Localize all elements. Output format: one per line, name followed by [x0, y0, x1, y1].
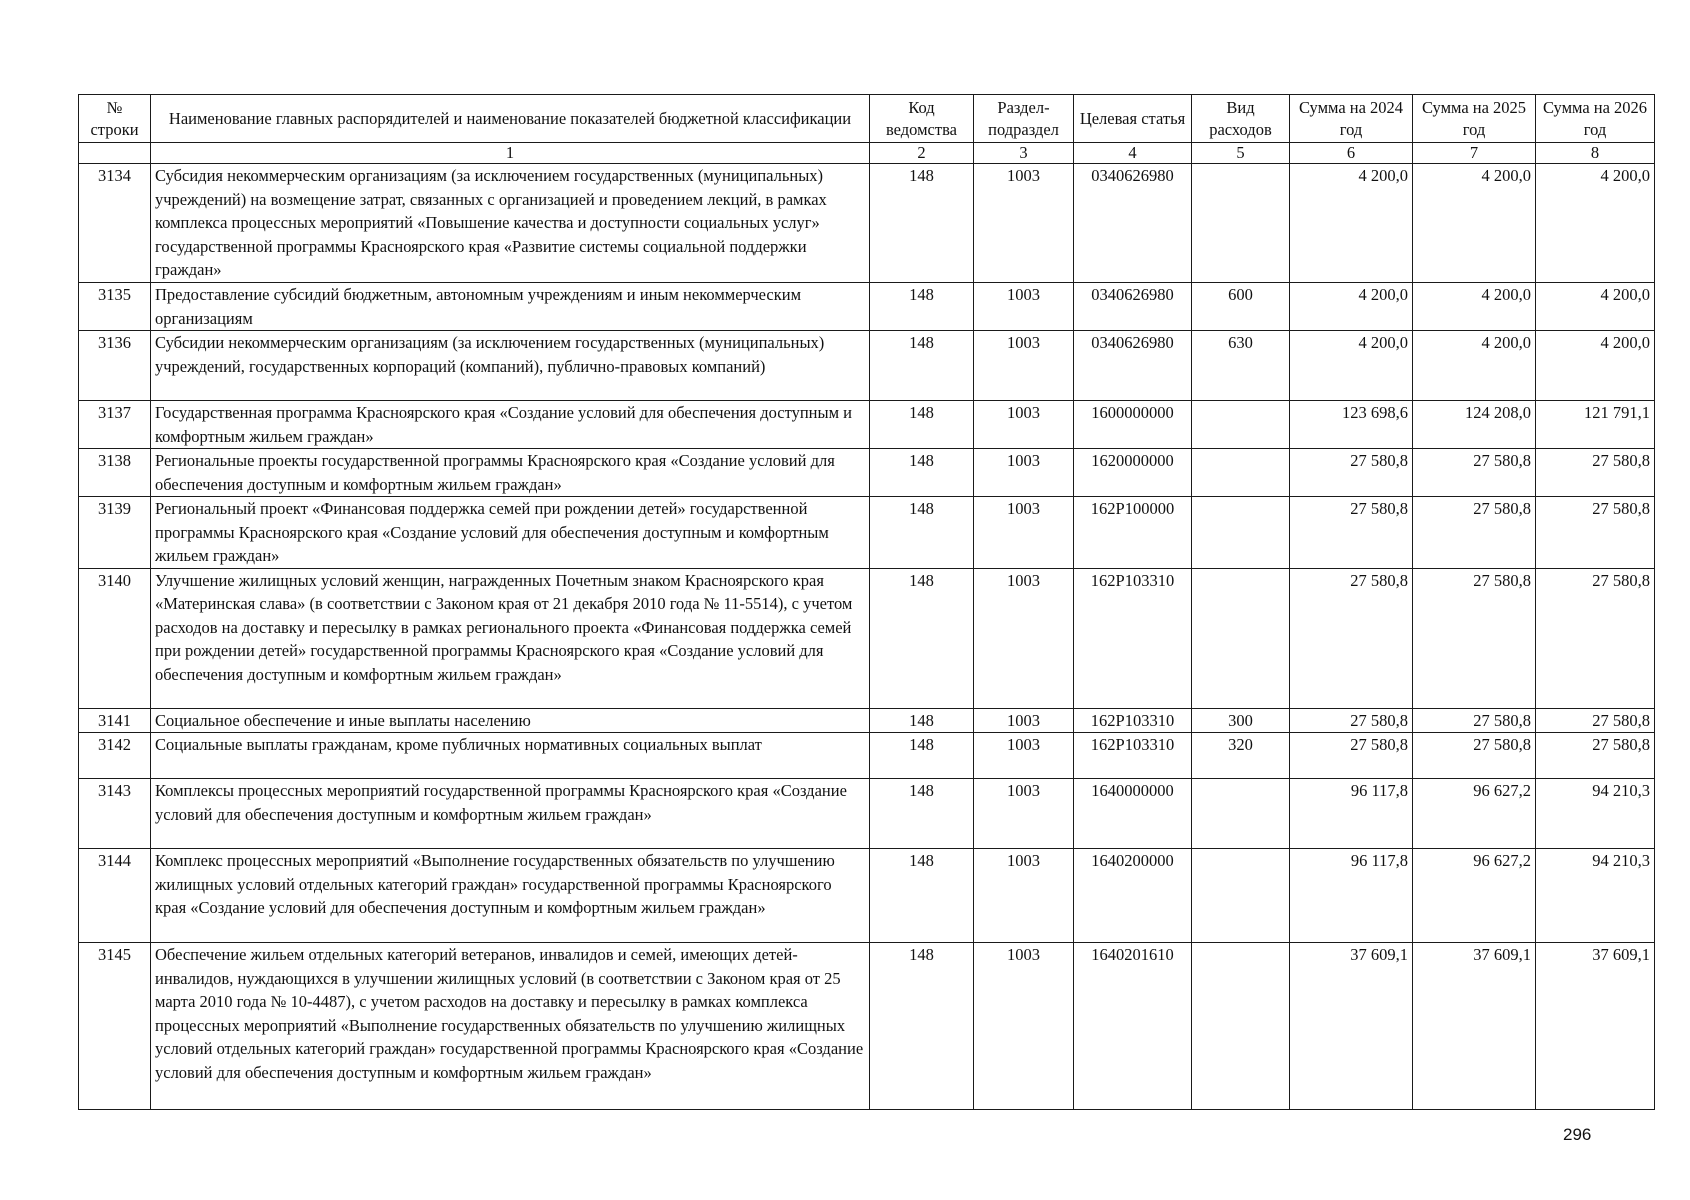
- row-section: 1003: [974, 449, 1074, 497]
- row-sum-2026: 27 580,8: [1536, 449, 1655, 497]
- row-expense-type: 320: [1192, 733, 1290, 779]
- row-sum-2026: 37 609,1: [1536, 943, 1655, 1110]
- row-expense-type: [1192, 943, 1290, 1110]
- row-sum-2025: 4 200,0: [1413, 283, 1536, 331]
- row-number: 3137: [79, 401, 151, 449]
- row-expense-type: [1192, 449, 1290, 497]
- column-number: 8: [1536, 143, 1655, 164]
- row-dept-code: 148: [870, 449, 974, 497]
- table-row: [79, 568, 1655, 708]
- row-sum-2025: 4 200,0: [1413, 331, 1536, 401]
- row-sum-2024: 27 580,8: [1290, 449, 1413, 497]
- row-number: 3140: [79, 568, 151, 708]
- table-row: [79, 283, 1655, 331]
- row-sum-2024: 4 200,0: [1290, 283, 1413, 331]
- header-target-article: Целевая статья: [1074, 95, 1192, 143]
- row-sum-2024: 27 580,8: [1290, 733, 1413, 779]
- row-target-article: 162P103310: [1074, 568, 1192, 708]
- header-sum-2024: Сумма на 2024 год: [1290, 95, 1413, 143]
- table-row: [79, 779, 1655, 849]
- row-target-article: 0340626980: [1074, 283, 1192, 331]
- row-sum-2026: 94 210,3: [1536, 849, 1655, 943]
- row-number: 3144: [79, 849, 151, 943]
- row-number: 3145: [79, 943, 151, 1110]
- row-expense-type: [1192, 401, 1290, 449]
- column-number: 1: [151, 143, 870, 164]
- row-sum-2025: 27 580,8: [1413, 568, 1536, 708]
- column-number: 3: [974, 143, 1074, 164]
- row-name: Социальное обеспечение и иные выплаты населению: [151, 708, 870, 733]
- row-expense-type: [1192, 849, 1290, 943]
- column-number: 4: [1074, 143, 1192, 164]
- row-sum-2025: 27 580,8: [1413, 497, 1536, 569]
- row-expense-type: 600: [1192, 283, 1290, 331]
- table-row: [79, 943, 1655, 1110]
- row-number: 3136: [79, 331, 151, 401]
- row-dept-code: 148: [870, 497, 974, 569]
- column-number: 2: [870, 143, 974, 164]
- row-section: 1003: [974, 568, 1074, 708]
- row-sum-2025: 96 627,2: [1413, 849, 1536, 943]
- row-target-article: 162P103310: [1074, 708, 1192, 733]
- row-dept-code: 148: [870, 283, 974, 331]
- row-sum-2026: 4 200,0: [1536, 283, 1655, 331]
- row-name: Улучшение жилищных условий женщин, награжденных Почетным знаком Красноярского края «Материнская слава» (в соответствии с Законом края от 21 декабря 2010 года № 11-5514), с учетом расходов на доставку и пересылку в рамках регионального проекта «Финансовая поддержка семей при рождении детей» государственной программы Красноярского края «Создание условий для обеспечения доступным и комфортным жильем граждан»: [151, 568, 870, 708]
- row-sum-2025: 37 609,1: [1413, 943, 1536, 1110]
- column-number: 6: [1290, 143, 1413, 164]
- row-section: 1003: [974, 401, 1074, 449]
- row-name: Социальные выплаты гражданам, кроме публичных нормативных социальных выплат: [151, 733, 870, 779]
- row-dept-code: 148: [870, 164, 974, 283]
- row-sum-2024: 4 200,0: [1290, 164, 1413, 283]
- row-number: 3143: [79, 779, 151, 849]
- row-dept-code: 148: [870, 708, 974, 733]
- row-sum-2024: 27 580,8: [1290, 568, 1413, 708]
- row-sum-2024: 4 200,0: [1290, 331, 1413, 401]
- row-name: Комплексы процессных мероприятий государственной программы Красноярского края «Создание условий для обеспечения доступным и комфортным жильем граждан»: [151, 779, 870, 849]
- row-section: 1003: [974, 708, 1074, 733]
- header-section: Раздел-подраздел: [974, 95, 1074, 143]
- table-row: [79, 849, 1655, 943]
- row-name: Региональный проект «Финансовая поддержка семей при рождении детей» государственной программы Красноярского края «Создание условий для обеспечения доступным и комфортным жильем граждан»: [151, 497, 870, 569]
- row-target-article: 162P100000: [1074, 497, 1192, 569]
- row-target-article: 1640200000: [1074, 849, 1192, 943]
- row-number: 3142: [79, 733, 151, 779]
- header-dept-code: Код ведомства: [870, 95, 974, 143]
- row-section: 1003: [974, 331, 1074, 401]
- row-section: 1003: [974, 943, 1074, 1110]
- row-sum-2024: 96 117,8: [1290, 779, 1413, 849]
- table-row: [79, 401, 1655, 449]
- row-section: 1003: [974, 164, 1074, 283]
- column-number: [79, 143, 151, 164]
- row-number: 3141: [79, 708, 151, 733]
- row-section: 1003: [974, 733, 1074, 779]
- row-sum-2026: 27 580,8: [1536, 733, 1655, 779]
- row-dept-code: 148: [870, 568, 974, 708]
- column-number: 5: [1192, 143, 1290, 164]
- row-name: Субсидии некоммерческим организациям (за исключением государственных (муниципальных) учреждений, государственных корпораций (компаний), публично-правовых компаний): [151, 331, 870, 401]
- row-target-article: 162P103310: [1074, 733, 1192, 779]
- header-row: [79, 95, 1655, 143]
- header-name: Наименование главных распорядителей и наименование показателей бюджетной классификации: [151, 95, 870, 143]
- row-sum-2024: 27 580,8: [1290, 497, 1413, 569]
- row-sum-2025: 27 580,8: [1413, 733, 1536, 779]
- row-sum-2026: 27 580,8: [1536, 497, 1655, 569]
- row-sum-2024: 96 117,8: [1290, 849, 1413, 943]
- row-name: Субсидия некоммерческим организациям (за исключением государственных (муниципальных) учреждений) на возмещение затрат, связанных с организацией и проведением лекций, в рамках комплекса процессных мероприятий «Повышение качества и доступности социальных услуг» государственной программы Красноярского края «Развитие системы социальной поддержки граждан»: [151, 164, 870, 283]
- row-section: 1003: [974, 497, 1074, 569]
- row-sum-2026: 4 200,0: [1536, 331, 1655, 401]
- row-section: 1003: [974, 849, 1074, 943]
- row-sum-2025: 96 627,2: [1413, 779, 1536, 849]
- row-target-article: 1640201610: [1074, 943, 1192, 1110]
- row-dept-code: 148: [870, 943, 974, 1110]
- row-number: 3139: [79, 497, 151, 569]
- row-target-article: 1640000000: [1074, 779, 1192, 849]
- row-expense-type: 300: [1192, 708, 1290, 733]
- row-number: 3135: [79, 283, 151, 331]
- row-expense-type: [1192, 568, 1290, 708]
- budget-table: [78, 94, 1655, 1110]
- row-sum-2025: 124 208,0: [1413, 401, 1536, 449]
- row-sum-2025: 27 580,8: [1413, 708, 1536, 733]
- row-target-article: 1620000000: [1074, 449, 1192, 497]
- header-sum-2025: Сумма на 2025 год: [1413, 95, 1536, 143]
- header-sum-2026: Сумма на 2026 год: [1536, 95, 1655, 143]
- row-sum-2024: 27 580,8: [1290, 708, 1413, 733]
- page-number: 296: [1563, 1125, 1592, 1144]
- row-name: Государственная программа Красноярского края «Создание условий для обеспечения доступным и комфортным жильем граждан»: [151, 401, 870, 449]
- row-dept-code: 148: [870, 849, 974, 943]
- table-row: [79, 449, 1655, 497]
- row-name: Предоставление субсидий бюджетным, автономным учреждениям и иным некоммерческим организациям: [151, 283, 870, 331]
- row-expense-type: [1192, 497, 1290, 569]
- row-section: 1003: [974, 283, 1074, 331]
- row-dept-code: 148: [870, 401, 974, 449]
- row-name: Региональные проекты государственной программы Красноярского края «Создание условий для обеспечения доступным и комфортным жильем граждан»: [151, 449, 870, 497]
- row-number: 3134: [79, 164, 151, 283]
- row-sum-2025: 27 580,8: [1413, 449, 1536, 497]
- row-dept-code: 148: [870, 331, 974, 401]
- row-sum-2026: 94 210,3: [1536, 779, 1655, 849]
- header-expense-type: Вид расходов: [1192, 95, 1290, 143]
- row-sum-2026: 27 580,8: [1536, 568, 1655, 708]
- row-section: 1003: [974, 779, 1074, 849]
- table-row: [79, 733, 1655, 779]
- row-sum-2024: 37 609,1: [1290, 943, 1413, 1110]
- table-row: [79, 497, 1655, 569]
- row-dept-code: 148: [870, 733, 974, 779]
- row-expense-type: [1192, 779, 1290, 849]
- column-numbers-row: [79, 143, 1655, 164]
- row-sum-2026: 121 791,1: [1536, 401, 1655, 449]
- table-row: [79, 164, 1655, 283]
- row-sum-2026: 27 580,8: [1536, 708, 1655, 733]
- column-number: 7: [1413, 143, 1536, 164]
- table-row: [79, 708, 1655, 733]
- row-number: 3138: [79, 449, 151, 497]
- row-dept-code: 148: [870, 779, 974, 849]
- row-target-article: 0340626980: [1074, 331, 1192, 401]
- row-target-article: 1600000000: [1074, 401, 1192, 449]
- row-sum-2026: 4 200,0: [1536, 164, 1655, 283]
- row-target-article: 0340626980: [1074, 164, 1192, 283]
- row-name: Обеспечение жильем отдельных категорий ветеранов, инвалидов и семей, имеющих детей-инвалидов, нуждающихся в улучшении жилищных условий (в соответствии с Законом края от 25 марта 2010 года № 10-4487), с учетом расходов на доставку и пересылку в рамках комплекса процессных мероприятий «Выполнение государственных обязательств по улучшению жилищных условий отдельных категорий граждан» государственной программы Красноярского края «Создание условий для обеспечения доступным и комфортным жильем граждан»: [151, 943, 870, 1110]
- header-row-no: № строки: [79, 95, 151, 143]
- table-row: [79, 331, 1655, 401]
- row-sum-2024: 123 698,6: [1290, 401, 1413, 449]
- row-expense-type: 630: [1192, 331, 1290, 401]
- row-expense-type: [1192, 164, 1290, 283]
- row-sum-2025: 4 200,0: [1413, 164, 1536, 283]
- row-name: Комплекс процессных мероприятий «Выполнение государственных обязательств по улучшению жилищных условий отдельных категорий граждан» государственной программы Красноярского края «Создание условий для обеспечения доступным и комфортным жильем граждан»: [151, 849, 870, 943]
